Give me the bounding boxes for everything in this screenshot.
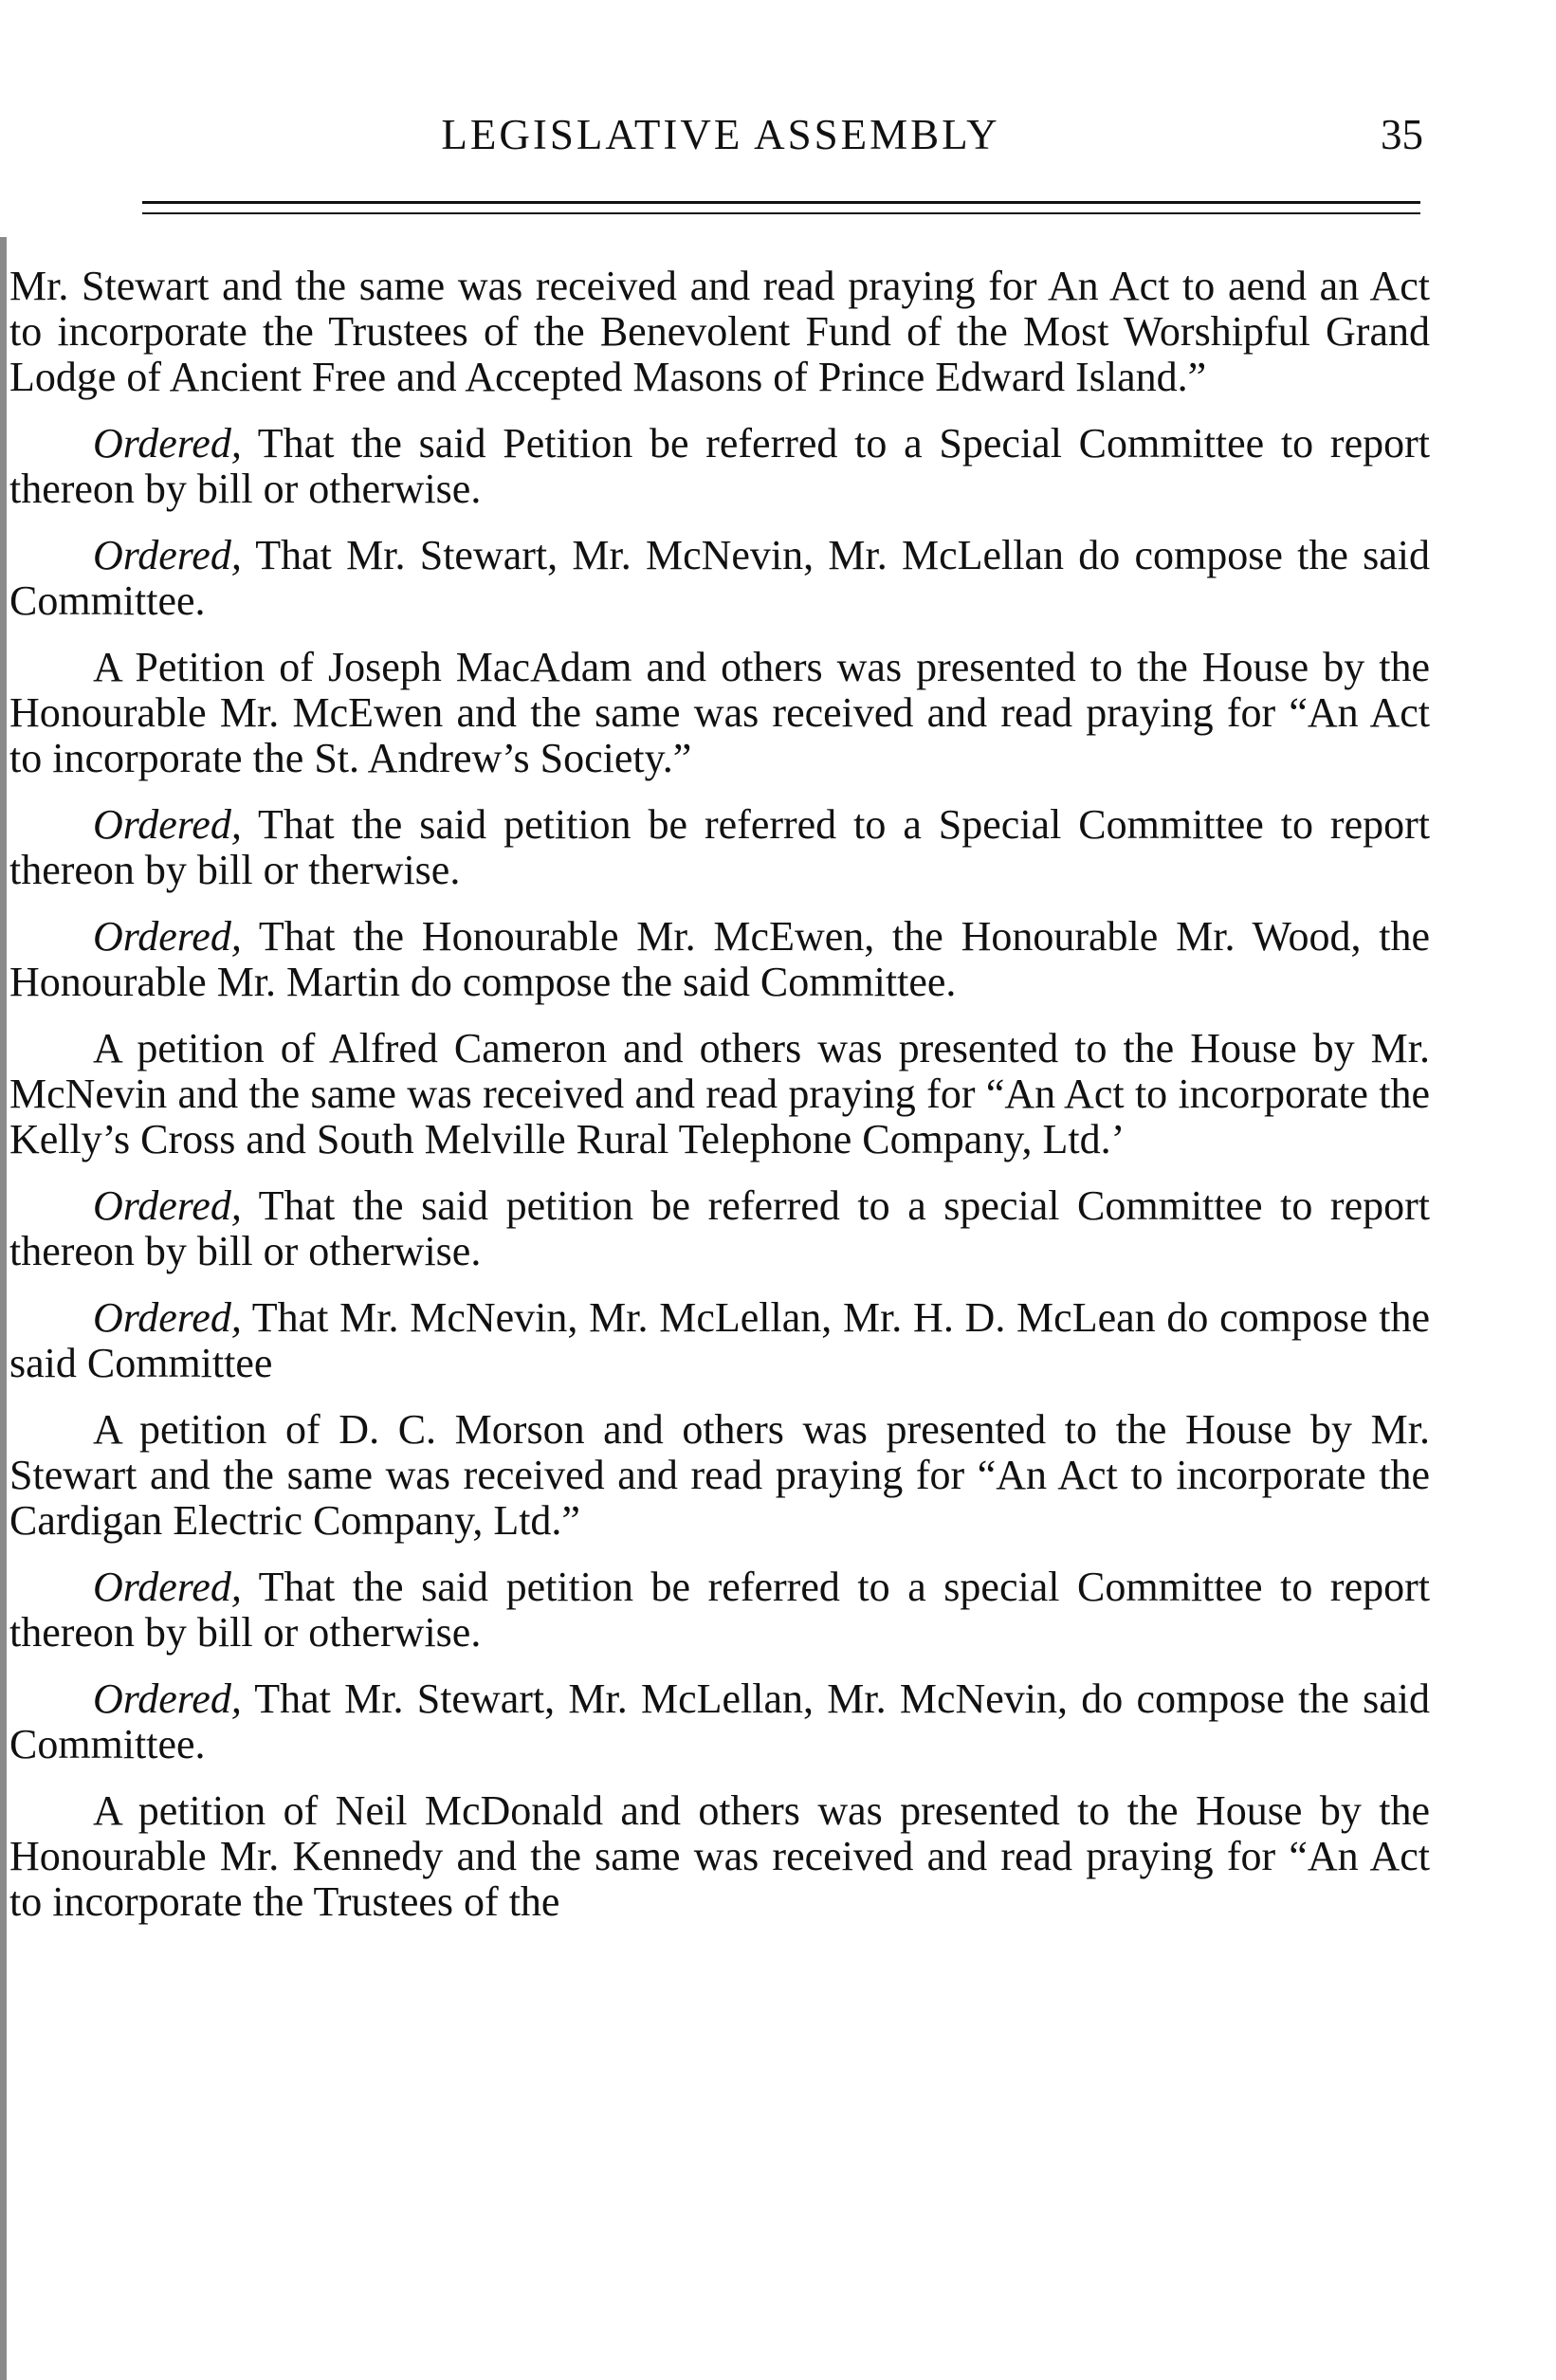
paragraph-lead: Ordered, [93,801,242,848]
paragraph-lead: Ordered, [93,420,242,467]
paragraph-lead: Ordered, [93,1675,242,1722]
paragraph-5 [9,802,1430,893]
paragraph-4 [9,645,1430,781]
paragraph-2 [9,421,1430,512]
paragraph-13 [9,1788,1430,1925]
paragraph-text: That the said petition be referred to a special Committee to report thereon by bill or otherwise. [9,1564,1430,1656]
paragraph-text: A Petition of Joseph MacAdam and others was presented to the House by the Honourable Mr. McEwen and the same was received and read praying for “An Act to incorporate the St. Andrew’s Society.” [9,644,1430,781]
paragraph-8 [9,1183,1430,1274]
paragraph-text: That the Honourable Mr. McEwen, the Honourable Mr. Wood, the Honourable Mr. Martin do compose the said Committee. [9,913,1430,1005]
page-number: 35 [1381,111,1423,158]
paragraph-6 [9,914,1430,1005]
paragraph-lead: Ordered, [93,913,242,960]
paragraph-lead: Ordered, [93,532,242,578]
paragraph-lead: Ordered, [93,1294,242,1341]
header-rule-bottom [142,212,1420,214]
paragraph-lead: Ordered, [93,1564,242,1610]
running-title: LEGISLATIVE ASSEMBLY [441,111,1000,158]
paragraph-9 [9,1295,1430,1386]
body-text [9,264,1430,1946]
paragraph-text: A petition of Neil McDonald and others was presented to the House by the Honourable Mr. Kennedy and the same was received and read praying for “An Act to incorporate the Trustees of the [9,1787,1430,1925]
paragraph-text: That the said petition be referred to a special Committee to report thereon by bill or otherwise. [9,1182,1430,1274]
paragraph-10 [9,1407,1430,1544]
paragraph-text: A petition of Alfred Cameron and others was presented to the House by Mr. McNevin and the same was received and read praying for “An Act to incorporate the Kelly’s Cross and South Melville Rural Telephone Company, Ltd.’ [9,1025,1430,1163]
paragraph-text: That the said petition be referred to a Special Committee to report thereon by bill or therwise. [9,801,1430,893]
page-header [0,106,1556,163]
paragraph-text: That Mr. Stewart, Mr. McNevin, Mr. McLellan do compose the said Committee. [9,532,1430,624]
paragraph-lead: Ordered, [93,1182,242,1229]
header-rule-top [142,201,1420,204]
paragraph-text: That the said Petition be referred to a Special Committee to report thereon by bill or otherwise. [9,420,1430,512]
paragraph-text: A petition of D. C. Morson and others was presented to the House by Mr. Stewart and the same was received and read praying for “An Act to incorporate the Cardigan Electric Company, Ltd.” [9,1406,1430,1544]
paragraph-12 [9,1676,1430,1767]
paragraph-1 [9,264,1430,400]
paragraph-text: That Mr. McNevin, Mr. McLellan, Mr. H. D. McLean do compose the said Committee [9,1294,1430,1386]
paragraph-text: Mr. Stewart and the same was received and read praying for An Act to aend an Act to incorporate the Trustees of the Benevolent Fund of the Most Worshipful Grand Lodge of Ancient Free and Accepted Masons of Prince Edward Island.” [9,263,1430,400]
paragraph-7 [9,1026,1430,1163]
page-binding-edge [0,237,7,2380]
paragraph-text: That Mr. Stewart, Mr. McLellan, Mr. McNevin, do compose the said Committee. [9,1675,1430,1767]
paragraph-3 [9,533,1430,624]
paragraph-11 [9,1565,1430,1656]
